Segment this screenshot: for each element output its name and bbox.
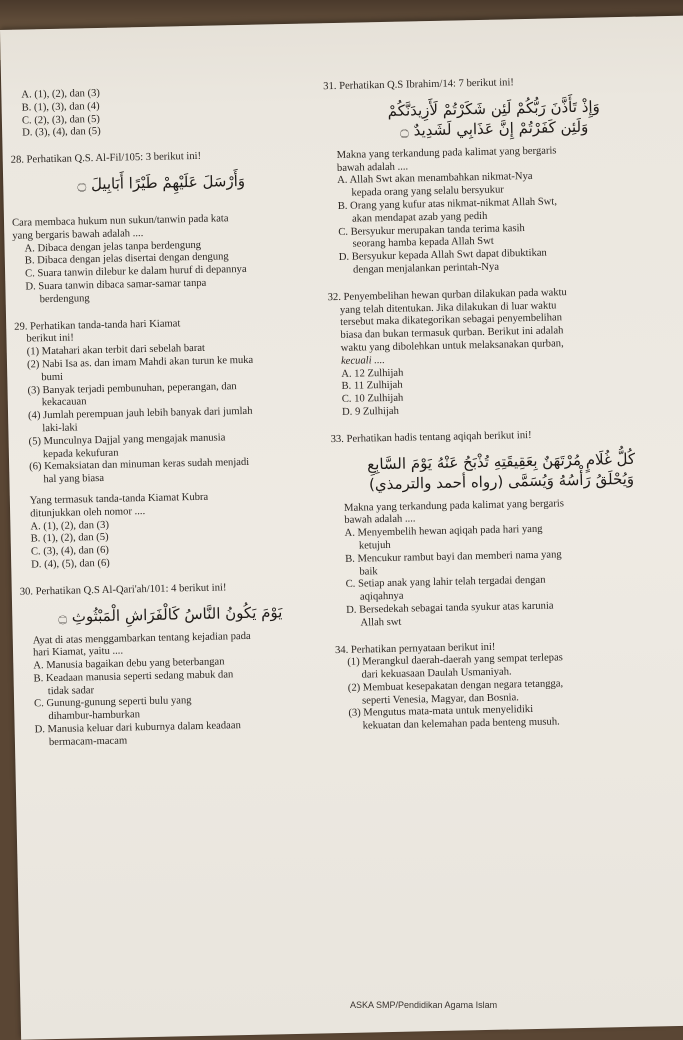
question-30 [20,580,323,750]
question-28 [11,149,314,308]
question-32 [328,285,671,420]
option: A. Menyembelih hewan aqiqah pada hari yang [344,523,543,540]
page-footer: ASKA SMP/Pendidikan Agama Islam [350,1000,498,1010]
question-31 [323,74,667,278]
option: C. 10 Zulhijah [341,392,404,406]
question-29 [14,315,319,572]
question-text: waktu yang dibolehkan untuk melaksanakan qurban, [340,338,564,354]
left-column [9,84,323,751]
list-item: hal yang biasa [43,473,105,486]
list-item: dari kekuasaan Daulah Usmaniyah. [361,666,512,681]
list-item: (3) Mengutus mata-mata untuk menyelidiki [348,704,534,720]
question-text: bawah adalah .... [336,161,409,174]
option: A. Allah Swt akan menambahkan nikmat-Nya [337,171,533,187]
option: B. (1), (2), dan (5) [30,532,109,545]
question-text: biasa dan bukan termasuk qurban. Berikut ini adalah [340,325,564,342]
option: D. Bersyukur kepada Allah Swt dapat dibuktikan [338,247,547,264]
question-text: Yang termasuk tanda-tanda Kiamat Kubra [29,491,209,507]
option: B. Mencukur rambut bayi dan memberi nama yang [345,549,562,565]
option: D. Manusia keluar dari kuburnya dalam keadaan [34,720,241,736]
option-continued: berdengung [39,292,90,305]
option-continued: aqiqahnya [359,590,404,603]
list-item: bumi [41,371,64,383]
list-item: (2) Nabi Isa as. dan imam Mahdi akan turun ke muka [26,354,254,371]
question-stem: berikut ini! [26,332,74,345]
question-stem: 31. Perhatikan Q.S Ibrahim/14: 7 berikut ini! [323,77,515,93]
list-item: kekacauan [41,396,87,409]
list-item: (6) Kemaksiatan dan minuman keras sudah menjadi [29,457,250,473]
option: B. Keadaan manusia seperti sedang mabuk dan [33,669,234,685]
question-33 [331,427,675,631]
question-stem: 34. Perhatikan pernyataan berikut ini! [334,641,496,656]
question-stem: 30. Perhatikan Q.S Al-Qari'ah/101: 4 berikut ini! [19,582,227,598]
option-continued: dihambur-hamburkan [48,709,141,723]
option: A. (1), (2), dan (3) [30,519,110,532]
option: C. (2), (3), dan (5) [21,113,100,127]
exam-page [0,16,683,1040]
list-item: (2) Membuat kesepakatan dengan negara tetangga, [347,678,564,694]
option: A. Dibaca dengan jelas tanpa berdengung [24,239,202,255]
option: B. Dibaca dengan jelas disertai dengan dengung [24,251,229,267]
option: A. Manusia bagaikan debu yang beterbangan [33,656,225,672]
option: D. Suara tanwin dibaca samar-samar tanpa [25,277,207,293]
question-text: Cara membaca hukum nun sukun/tanwin pada kata [11,213,229,229]
option: C. (3), (4), dan (6) [30,544,110,558]
option: C. Suara tanwin dilebur ke dalam huruf di depannya [25,264,247,280]
option: B. 11 Zulhijah [341,379,403,393]
option: D. 9 Zulhijah [341,405,399,418]
question-stem: 32. Penyembelihan hewan qurban dilakukan pada waktu [327,286,567,303]
list-item: kekuatan dan kelemahan pada benteng musuh. [362,716,560,732]
right-column [323,74,677,734]
option: C. Gunung-gunung seperti bulu yang [34,695,192,710]
option-continued: dengan menjalankan perintah-Nya [352,261,500,276]
option-continued: ketujuh [358,539,391,552]
question-stem: 28. Perhatikan Q.S. Al-Fil/105: 3 berikut ini! [10,151,202,166]
option: D. Bersedekah sebagai tanda syukur atas karunia [346,600,554,616]
option: B. Orang yang kufur atas nikmat-nikmat Allah Swt, [337,196,558,212]
question-text: tersebut maka dikategorikan sebagai penyembelihan [340,312,563,329]
option: A. (1), (2), dan (3) [21,87,101,101]
question-text: hari Kiamat, yaitu .... [32,645,124,659]
list-item: seperti Venesia, Magyar, dan Bosnia. [362,691,519,707]
list-item: laki-laki [42,422,78,435]
option-continued: baik [359,565,378,578]
option-continued: kepada orang yang selalu bersyukur [351,184,504,199]
question-34 [335,637,677,734]
option: C. Setiap anak yang lahir telah tergadai dengan [345,575,546,591]
arabic-verse: وَأَرْسَلَ عَلَيْهِمْ طَيْرًا أَبَابِيلَ ۝ [77,171,246,194]
question-text: yang telah ditentukan. Jika dilakukan di luar waktu [339,299,557,316]
question-text: Ayat di atas menggambarkan tentang kejadian pada [32,630,251,646]
option-continued: akan mendapat azab yang pedih [351,210,488,225]
prev-options [9,84,310,141]
list-item: (1) Merangkul daerah-daerah yang sempat terlepas [347,652,564,669]
list-item: (3) Banyak terjadi pembunuhan, peperangan, dan [27,380,237,397]
arabic-hadith: وَيُحْلَقُ رَأْسُهُ وَيُسَمَّى (رواه أحمد والترمذي) [368,469,635,493]
option-continued: Allah swt [360,616,402,629]
list-item: (4) Jumlah perempuan jauh lebih banyak dari jumlah [27,405,253,422]
arabic-hadith: كُلُّ غُلَامٍ مُرْتَهَنٌ بِعَقِيقَتِهِ تُذْبَحُ عَنْهُ يَوْمَ السَّابِعِ [366,449,636,473]
list-item: kepada kekufuran [42,447,119,460]
option: C. Bersyukur merupakan tanda terima kasih [338,222,525,238]
list-item: (1) Matahari akan terbit dari sebelah barat [26,342,206,358]
question-stem: 33. Perhatikan hadis tentang aqiqah berikut ini! [330,429,532,445]
arabic-verse: وَإِذْ تَأَذَّنَ رَبُّكُمْ لَئِن شَكَرْتُمْ لَأَزِيدَنَّكُمْ [387,97,600,120]
question-text: Makna yang terkandung pada kalimat yang bergaris [336,145,557,161]
option-continued: seorang hamba kepada Allah Swt [352,236,494,251]
question-stem: 29. Perhatikan tanda-tanda hari Kiamat [14,317,181,333]
option: D. (4), (5), dan (6) [31,557,110,571]
option: B. (1), (3), dan (4) [21,100,100,114]
question-text: ditunjukkan oleh nomor .... [30,505,146,520]
question-text: yang bergaris bawah adalah .... [12,227,144,242]
arabic-verse: يَوْمَ يَكُونُ النَّاسُ كَالْفَرَاشِ الْمَبْثُوثِ ۝ [58,602,283,626]
arabic-verse: وَلَئِن كَفَرْتُمْ إِنَّ عَذَابِي لَشَدِيدٌ ۝ [399,117,589,140]
option: A. 12 Zulhijah [341,367,404,380]
question-text: Makna yang terkandung pada kalimat yang bergaris [343,497,565,514]
option-continued: bermacam-macam [48,735,128,749]
question-text: bawah adalah .... [344,513,416,527]
option: D. (3), (4), dan (5) [22,126,101,139]
option-continued: tidak sadar [47,684,95,697]
question-text-kecuali: kecuali .... [340,354,385,367]
list-item: (5) Munculnya Dajjal yang mengajak manusia [28,432,226,448]
